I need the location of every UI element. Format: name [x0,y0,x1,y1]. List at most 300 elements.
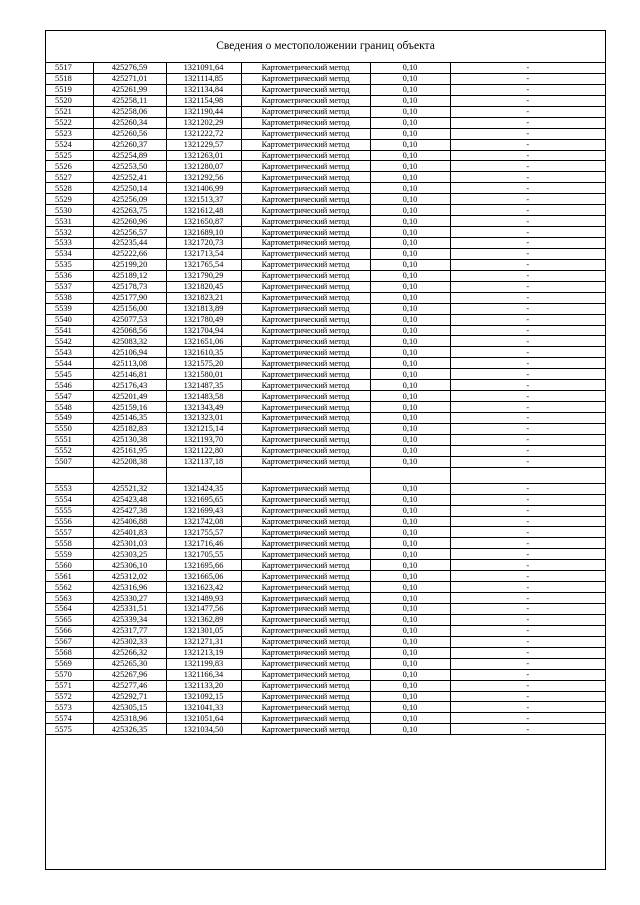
table-row [46,238,605,249]
description-cell: - [450,560,605,571]
table-row [46,106,605,117]
method-cell: Картометрический метод [241,527,370,538]
y-coordinate-cell: 1321650,87 [166,216,241,227]
method-cell: Картометрический метод [241,423,370,434]
accuracy-cell: 0,10 [370,669,450,680]
method-cell: Картометрический метод [241,314,370,325]
y-coordinate-cell: 1321790,29 [166,270,241,281]
y-coordinate-cell: 1321780,49 [166,314,241,325]
description-cell: - [450,106,605,117]
method-cell: Картометрический метод [241,172,370,183]
method-cell: Картометрический метод [241,614,370,625]
method-cell: Картометрический метод [241,494,370,505]
description-cell: - [450,183,605,194]
x-coordinate-cell: 425331,51 [93,604,166,615]
y-coordinate-cell: 1321755,57 [166,527,241,538]
method-cell: Картометрический метод [241,128,370,139]
method-cell: Картометрический метод [241,680,370,691]
point-number-cell: 5517 [46,63,93,73]
x-coordinate-cell: 425176,43 [93,380,166,391]
table-row [46,314,605,325]
y-coordinate-cell: 1321122,80 [166,445,241,456]
method-cell: Картометрический метод [241,658,370,669]
accuracy-cell: 0,10 [370,582,450,593]
x-coordinate-cell: 425189,12 [93,270,166,281]
table-row [46,205,605,216]
point-number-cell: 5520 [46,95,93,106]
point-number-cell: 5563 [46,593,93,604]
y-coordinate-cell: 1321343,49 [166,402,241,413]
coordinates-table-body [46,63,605,735]
y-coordinate-cell: 1321704,94 [166,325,241,336]
table-row [46,227,605,238]
description-cell: - [450,325,605,336]
table-row [46,669,605,680]
description-cell: - [450,172,605,183]
x-coordinate-cell: 425326,35 [93,724,166,735]
point-number-cell: 5546 [46,380,93,391]
description-cell: - [450,205,605,216]
x-coordinate-cell: 425260,37 [93,139,166,150]
y-coordinate-cell: 1321513,37 [166,194,241,205]
method-cell: Картометрический метод [241,691,370,702]
method-cell: Картометрический метод [241,336,370,347]
y-coordinate-cell: 1321695,66 [166,560,241,571]
x-coordinate-cell: 425250,14 [93,183,166,194]
accuracy-cell: 0,10 [370,238,450,249]
accuracy-cell: 0,10 [370,680,450,691]
point-number-cell: 5561 [46,571,93,582]
accuracy-cell: 0,10 [370,281,450,292]
x-coordinate-cell: 425306,10 [93,560,166,571]
y-coordinate-cell: 1321114,85 [166,73,241,84]
y-coordinate-cell: 1321612,48 [166,205,241,216]
x-coordinate-cell: 425260,56 [93,128,166,139]
point-number-cell: 5540 [46,314,93,325]
x-coordinate-cell: 425156,00 [93,303,166,314]
x-coordinate-cell: 425317,77 [93,625,166,636]
table-row [46,259,605,270]
x-coordinate-cell: 425316,96 [93,582,166,593]
accuracy-cell: 0,10 [370,73,450,84]
method-cell: Картометрический метод [241,636,370,647]
point-number-cell: 5552 [46,445,93,456]
point-number-cell: 5507 [46,456,93,467]
sheet-title: Сведения о местоположении границ объекта [46,31,605,63]
description-cell: - [450,259,605,270]
y-coordinate-cell: 1321301,05 [166,625,241,636]
accuracy-cell: 0,10 [370,549,450,560]
x-coordinate-cell: 425146,35 [93,413,166,424]
accuracy-cell: 0,10 [370,538,450,549]
accuracy-cell: 0,10 [370,194,450,205]
method-cell: Картометрический метод [241,549,370,560]
table-row [46,402,605,413]
description-cell: - [450,571,605,582]
x-coordinate-cell: 425271,01 [93,73,166,84]
accuracy-cell: 0,10 [370,614,450,625]
y-coordinate-cell: 1321199,83 [166,658,241,669]
method-cell: Картометрический метод [241,582,370,593]
x-coordinate-cell: 425423,48 [93,494,166,505]
empty-cell [166,467,241,483]
point-number-cell: 5575 [46,724,93,735]
method-cell: Картометрический метод [241,625,370,636]
point-number-cell: 5569 [46,658,93,669]
x-coordinate-cell: 425263,75 [93,205,166,216]
y-coordinate-cell: 1321813,89 [166,303,241,314]
method-cell: Картометрический метод [241,369,370,380]
point-number-cell: 5565 [46,614,93,625]
y-coordinate-cell: 1321689,10 [166,227,241,238]
method-cell: Картометрический метод [241,194,370,205]
accuracy-cell: 0,10 [370,106,450,117]
y-coordinate-cell: 1321765,54 [166,259,241,270]
y-coordinate-cell: 1321166,34 [166,669,241,680]
y-coordinate-cell: 1321213,19 [166,647,241,658]
description-cell: - [450,636,605,647]
description-cell: - [450,713,605,724]
boundary-points-sheet [45,30,606,870]
accuracy-cell: 0,10 [370,391,450,402]
description-cell: - [450,402,605,413]
point-number-cell: 5558 [46,538,93,549]
description-cell: - [450,227,605,238]
accuracy-cell: 0,10 [370,248,450,259]
y-coordinate-cell: 1321483,58 [166,391,241,402]
method-cell: Картометрический метод [241,402,370,413]
table-row [46,625,605,636]
point-number-cell: 5533 [46,238,93,249]
accuracy-cell: 0,10 [370,216,450,227]
x-coordinate-cell: 425318,96 [93,713,166,724]
x-coordinate-cell: 425266,32 [93,647,166,658]
accuracy-cell: 0,10 [370,358,450,369]
description-cell: - [450,527,605,538]
method-cell: Картометрический метод [241,248,370,259]
point-number-cell: 5555 [46,505,93,516]
point-number-cell: 5535 [46,259,93,270]
description-cell: - [450,117,605,128]
method-cell: Картометрический метод [241,505,370,516]
point-number-cell: 5567 [46,636,93,647]
empty-cell [370,467,450,483]
x-coordinate-cell: 425267,96 [93,669,166,680]
point-number-cell: 5554 [46,494,93,505]
y-coordinate-cell: 1321713,54 [166,248,241,259]
point-number-cell: 5527 [46,172,93,183]
table-row [46,63,605,73]
y-coordinate-cell: 1321487,35 [166,380,241,391]
y-coordinate-cell: 1321742,08 [166,516,241,527]
y-coordinate-cell: 1321623,42 [166,582,241,593]
description-cell: - [450,724,605,735]
accuracy-cell: 0,10 [370,161,450,172]
point-number-cell: 5518 [46,73,93,84]
y-coordinate-cell: 1321229,57 [166,139,241,150]
description-cell: - [450,358,605,369]
x-coordinate-cell: 425292,71 [93,691,166,702]
table-row [46,571,605,582]
point-number-cell: 5574 [46,713,93,724]
description-cell: - [450,538,605,549]
x-coordinate-cell: 425177,90 [93,292,166,303]
x-coordinate-cell: 425305,15 [93,702,166,713]
accuracy-cell: 0,10 [370,505,450,516]
x-coordinate-cell: 425199,20 [93,259,166,270]
table-row [46,560,605,571]
point-number-cell: 5568 [46,647,93,658]
point-number-cell: 5559 [46,549,93,560]
point-number-cell: 5572 [46,691,93,702]
point-number-cell: 5547 [46,391,93,402]
description-cell: - [450,336,605,347]
x-coordinate-cell: 425222,66 [93,248,166,259]
point-number-cell: 5532 [46,227,93,238]
method-cell: Картометрический метод [241,647,370,658]
point-number-cell: 5566 [46,625,93,636]
method-cell: Картометрический метод [241,413,370,424]
method-cell: Картометрический метод [241,270,370,281]
method-cell: Картометрический метод [241,84,370,95]
accuracy-cell: 0,10 [370,380,450,391]
point-number-cell: 5560 [46,560,93,571]
point-number-cell: 5564 [46,604,93,615]
accuracy-cell: 0,10 [370,658,450,669]
table-row [46,380,605,391]
description-cell: - [450,483,605,494]
description-cell: - [450,238,605,249]
y-coordinate-cell: 1321034,50 [166,724,241,735]
y-coordinate-cell: 1321705,55 [166,549,241,560]
accuracy-cell: 0,10 [370,402,450,413]
description-cell: - [450,680,605,691]
x-coordinate-cell: 425260,96 [93,216,166,227]
y-coordinate-cell: 1321820,45 [166,281,241,292]
x-coordinate-cell: 425276,59 [93,63,166,73]
accuracy-cell: 0,10 [370,445,450,456]
description-cell: - [450,593,605,604]
x-coordinate-cell: 425277,46 [93,680,166,691]
description-cell: - [450,658,605,669]
table-row [46,423,605,434]
empty-cell [241,467,370,483]
accuracy-cell: 0,10 [370,713,450,724]
accuracy-cell: 0,10 [370,325,450,336]
point-number-cell: 5570 [46,669,93,680]
table-row [46,434,605,445]
table-row [46,161,605,172]
accuracy-cell: 0,10 [370,483,450,494]
x-coordinate-cell: 425427,38 [93,505,166,516]
point-number-cell: 5538 [46,292,93,303]
x-coordinate-cell: 425254,89 [93,150,166,161]
y-coordinate-cell: 1321133,20 [166,680,241,691]
table-row [46,593,605,604]
group-separator [46,467,605,483]
table-row [46,538,605,549]
description-cell: - [450,434,605,445]
x-coordinate-cell: 425261,99 [93,84,166,95]
description-cell: - [450,614,605,625]
y-coordinate-cell: 1321263,01 [166,150,241,161]
table-row [46,527,605,538]
table-row [46,636,605,647]
description-cell: - [450,303,605,314]
accuracy-cell: 0,10 [370,516,450,527]
table-row [46,139,605,150]
x-coordinate-cell: 425130,38 [93,434,166,445]
x-coordinate-cell: 425235,44 [93,238,166,249]
description-cell: - [450,604,605,615]
accuracy-cell: 0,10 [370,292,450,303]
accuracy-cell: 0,10 [370,560,450,571]
table-row [46,549,605,560]
point-number-cell: 5524 [46,139,93,150]
accuracy-cell: 0,10 [370,117,450,128]
description-cell: - [450,505,605,516]
description-cell: - [450,270,605,281]
accuracy-cell: 0,10 [370,571,450,582]
table-row [46,413,605,424]
accuracy-cell: 0,10 [370,84,450,95]
y-coordinate-cell: 1321716,46 [166,538,241,549]
y-coordinate-cell: 1321202,29 [166,117,241,128]
x-coordinate-cell: 425260,34 [93,117,166,128]
y-coordinate-cell: 1321406,99 [166,183,241,194]
method-cell: Картометрический метод [241,391,370,402]
method-cell: Картометрический метод [241,117,370,128]
accuracy-cell: 0,10 [370,303,450,314]
point-number-cell: 5544 [46,358,93,369]
method-cell: Картометрический метод [241,516,370,527]
table-row [46,483,605,494]
x-coordinate-cell: 425182,83 [93,423,166,434]
table-row [46,614,605,625]
point-number-cell: 5573 [46,702,93,713]
table-row [46,658,605,669]
table-row [46,194,605,205]
y-coordinate-cell: 1321271,31 [166,636,241,647]
description-cell: - [450,380,605,391]
description-cell: - [450,150,605,161]
empty-cell [450,467,605,483]
x-coordinate-cell: 425258,11 [93,95,166,106]
y-coordinate-cell: 1321222,72 [166,128,241,139]
y-coordinate-cell: 1321280,07 [166,161,241,172]
x-coordinate-cell: 425339,34 [93,614,166,625]
accuracy-cell: 0,10 [370,625,450,636]
accuracy-cell: 0,10 [370,172,450,183]
x-coordinate-cell: 425258,06 [93,106,166,117]
table-row [46,724,605,735]
y-coordinate-cell: 1321092,15 [166,691,241,702]
point-number-cell: 5545 [46,369,93,380]
accuracy-cell: 0,10 [370,691,450,702]
table-row [46,281,605,292]
point-number-cell: 5525 [46,150,93,161]
method-cell: Картометрический метод [241,669,370,680]
table-row [46,358,605,369]
method-cell: Картометрический метод [241,106,370,117]
method-cell: Картометрический метод [241,724,370,735]
accuracy-cell: 0,10 [370,423,450,434]
x-coordinate-cell: 425077,53 [93,314,166,325]
description-cell: - [450,516,605,527]
description-cell: - [450,582,605,593]
description-cell: - [450,423,605,434]
accuracy-cell: 0,10 [370,527,450,538]
description-cell: - [450,445,605,456]
table-row [46,216,605,227]
point-number-cell: 5542 [46,336,93,347]
description-cell: - [450,691,605,702]
table-row [46,604,605,615]
table-row [46,292,605,303]
method-cell: Картометрический метод [241,560,370,571]
accuracy-cell: 0,10 [370,128,450,139]
description-cell: - [450,314,605,325]
method-cell: Картометрический метод [241,702,370,713]
table-row [46,456,605,467]
y-coordinate-cell: 1321051,64 [166,713,241,724]
accuracy-cell: 0,10 [370,95,450,106]
table-row [46,702,605,713]
method-cell: Картометрический метод [241,161,370,172]
point-number-cell: 5539 [46,303,93,314]
description-cell: - [450,161,605,172]
point-number-cell: 5528 [46,183,93,194]
table-row [46,494,605,505]
x-coordinate-cell: 425256,09 [93,194,166,205]
y-coordinate-cell: 1321362,89 [166,614,241,625]
point-number-cell: 5562 [46,582,93,593]
y-coordinate-cell: 1321154,98 [166,95,241,106]
accuracy-cell: 0,10 [370,63,450,73]
y-coordinate-cell: 1321477,56 [166,604,241,615]
y-coordinate-cell: 1321651,06 [166,336,241,347]
y-coordinate-cell: 1321665,06 [166,571,241,582]
x-coordinate-cell: 425521,32 [93,483,166,494]
description-cell: - [450,549,605,560]
table-row [46,680,605,691]
table-row [46,183,605,194]
table-row [46,582,605,593]
method-cell: Картометрический метод [241,571,370,582]
table-row [46,128,605,139]
point-number-cell: 5553 [46,483,93,494]
point-number-cell: 5541 [46,325,93,336]
x-coordinate-cell: 425068,56 [93,325,166,336]
y-coordinate-cell: 1321215,14 [166,423,241,434]
description-cell: - [450,647,605,658]
table-row [46,95,605,106]
description-cell: - [450,84,605,95]
table-row [46,336,605,347]
accuracy-cell: 0,10 [370,494,450,505]
x-coordinate-cell: 425406,88 [93,516,166,527]
y-coordinate-cell: 1321091,64 [166,63,241,73]
empty-cell [46,467,93,483]
y-coordinate-cell: 1321489,93 [166,593,241,604]
method-cell: Картометрический метод [241,281,370,292]
accuracy-cell: 0,10 [370,270,450,281]
x-coordinate-cell: 425302,33 [93,636,166,647]
table-row [46,647,605,658]
x-coordinate-cell: 425113,08 [93,358,166,369]
point-number-cell: 5543 [46,347,93,358]
point-number-cell: 5523 [46,128,93,139]
